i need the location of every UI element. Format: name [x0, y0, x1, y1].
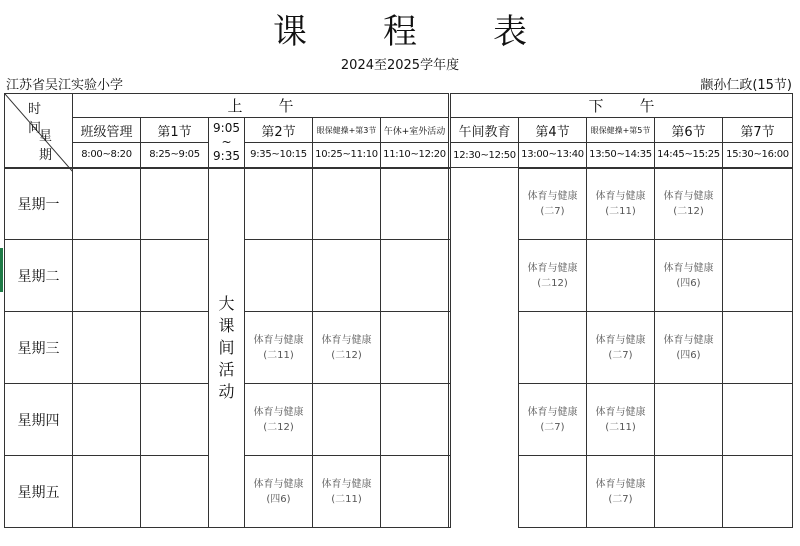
- schedule-cell[interactable]: [313, 240, 381, 312]
- am-pm-divider: [451, 240, 519, 312]
- schedule-cell[interactable]: [587, 312, 655, 384]
- schedule-cell[interactable]: [655, 168, 723, 240]
- schedule-cell[interactable]: [655, 456, 723, 528]
- class-code: (二11): [263, 349, 294, 361]
- period-name: 眼保健操+第5节: [587, 118, 655, 143]
- schedule-cell[interactable]: [723, 384, 793, 456]
- schedule-cell[interactable]: [655, 312, 723, 384]
- period-time: 12:30~12:50: [451, 143, 519, 168]
- schedule-cell[interactable]: [519, 456, 587, 528]
- big-break-char: 动: [218, 381, 235, 401]
- course-name: 体育与健康: [663, 334, 714, 346]
- class-code: (二7): [608, 493, 633, 505]
- course-name: 体育与健康: [253, 334, 304, 346]
- schedule-cell[interactable]: [245, 312, 313, 384]
- course-name: 体育与健康: [595, 406, 646, 418]
- am-pm-divider: [451, 384, 519, 456]
- period-time: 14:45~15:25: [655, 143, 723, 168]
- schedule-cell[interactable]: [313, 312, 381, 384]
- schedule-cell[interactable]: [723, 312, 793, 384]
- course-name: 体育与健康: [595, 478, 646, 490]
- class-code: (二11): [605, 205, 636, 217]
- period-name: 午间教育: [451, 118, 519, 143]
- schedule-cell[interactable]: [245, 240, 313, 312]
- am-char: 午: [278, 97, 294, 115]
- class-code: (二7): [540, 205, 565, 217]
- schedule-cell[interactable]: [655, 384, 723, 456]
- schedule-cell[interactable]: [587, 384, 655, 456]
- class-code: (四6): [676, 277, 701, 289]
- period-time: 9:35~10:15: [245, 143, 313, 168]
- day-label: 星期二: [5, 240, 73, 312]
- corner-header: [5, 94, 73, 168]
- period-name: 午休+室外活动: [381, 118, 449, 143]
- course-name: 体育与健康: [527, 406, 578, 418]
- class-code: (二7): [608, 349, 633, 361]
- schedule-cell[interactable]: [519, 384, 587, 456]
- class-code: (二7): [540, 421, 565, 433]
- class-code: (二12): [263, 421, 294, 433]
- day-label: 星期四: [5, 384, 73, 456]
- schedule-cell[interactable]: [381, 240, 449, 312]
- schedule-cell[interactable]: [519, 168, 587, 240]
- schedule-cell[interactable]: [587, 240, 655, 312]
- period-time: 13:50~14:35: [587, 143, 655, 168]
- big-break-char: 课: [218, 315, 235, 335]
- schedule-cell[interactable]: [381, 312, 449, 384]
- am-pm-divider: [451, 312, 519, 384]
- day-label: 星期三: [5, 312, 73, 384]
- schedule-cell[interactable]: [73, 240, 141, 312]
- school-name: 江苏省吴江实验小学: [6, 78, 124, 93]
- class-code: (四6): [266, 493, 291, 505]
- schedule-cell[interactable]: [73, 312, 141, 384]
- schedule-cell[interactable]: [313, 168, 381, 240]
- schedule-cell[interactable]: [141, 312, 209, 384]
- class-code: (四6): [676, 349, 701, 361]
- corner-day-label: 星期: [38, 128, 52, 163]
- corner-time-label: 时间: [27, 102, 41, 136]
- class-code: (二12): [673, 205, 704, 217]
- schedule-cell[interactable]: [141, 168, 209, 240]
- period-name: 第7节: [723, 118, 793, 143]
- schedule-cell[interactable]: [313, 384, 381, 456]
- course-name: 体育与健康: [663, 190, 714, 202]
- teacher-name: 颛孙仁政(15节): [700, 78, 792, 93]
- course-name: 体育与健康: [527, 190, 578, 202]
- class-code: (二11): [331, 493, 362, 505]
- course-name: 体育与健康: [321, 478, 372, 490]
- schedule-cell[interactable]: [141, 240, 209, 312]
- period-name: 第4节: [519, 118, 587, 143]
- period-time: 10:25~11:10: [313, 143, 381, 168]
- big-break-char: 活: [218, 359, 235, 379]
- period-name: 眼保健操+第3节: [313, 118, 381, 143]
- schedule-cell[interactable]: [723, 456, 793, 528]
- schedule-cell[interactable]: [587, 168, 655, 240]
- day-label: 星期一: [5, 168, 73, 240]
- page-title: [0, 4, 800, 53]
- course-name: 体育与健康: [595, 334, 646, 346]
- big-break-char: 间: [218, 337, 235, 357]
- schedule-cell[interactable]: [519, 312, 587, 384]
- period-name: 第1节: [141, 118, 209, 143]
- class-code: (二12): [537, 277, 568, 289]
- row-selection-marker: [0, 248, 3, 292]
- day-row: [5, 168, 793, 240]
- schedule-cell[interactable]: [381, 384, 449, 456]
- course-name: 体育与健康: [663, 262, 714, 274]
- break-time-end: 9:35: [213, 149, 240, 164]
- schedule-cell[interactable]: [245, 168, 313, 240]
- timetable: [4, 93, 793, 528]
- pm-char: 午: [639, 97, 655, 115]
- am-char: 上: [227, 97, 243, 115]
- period-name: 第6节: [655, 118, 723, 143]
- am-pm-divider: [451, 456, 519, 528]
- schedule-cell[interactable]: [723, 168, 793, 240]
- schedule-cell[interactable]: [655, 240, 723, 312]
- course-name: 体育与健康: [321, 334, 372, 346]
- period-time: 15:30~16:00: [723, 143, 793, 168]
- schedule-cell[interactable]: [73, 384, 141, 456]
- schedule-cell[interactable]: [141, 384, 209, 456]
- schedule-cell[interactable]: [723, 240, 793, 312]
- schedule-cell[interactable]: [245, 456, 313, 528]
- period-name: 第2节: [245, 118, 313, 143]
- period-time: 8:00~8:20: [73, 143, 141, 168]
- course-name: 体育与健康: [253, 478, 304, 490]
- big-break-char: 大: [218, 293, 235, 313]
- schedule-cell[interactable]: [381, 168, 449, 240]
- pm-char: 下: [588, 97, 604, 115]
- schedule-cell[interactable]: [73, 168, 141, 240]
- period-name: 班级管理: [73, 118, 141, 143]
- day-label: 星期五: [5, 456, 73, 528]
- title-char: 表: [493, 12, 527, 52]
- day-row: [5, 312, 793, 384]
- course-name: 体育与健康: [595, 190, 646, 202]
- title-char: 课: [273, 12, 307, 52]
- academic-year: 2024至2025学年度: [340, 58, 460, 73]
- schedule-cell[interactable]: [519, 240, 587, 312]
- period-time: 11:10~12:20: [381, 143, 449, 168]
- afternoon-header: [451, 94, 793, 118]
- class-code: (二12): [331, 349, 362, 361]
- course-name: 体育与健康: [253, 406, 304, 418]
- schedule-cell[interactable]: [245, 384, 313, 456]
- class-code: (二11): [605, 421, 636, 433]
- schedule-cell[interactable]: [587, 456, 655, 528]
- break-time-tilde: ~: [221, 135, 232, 150]
- am-pm-divider: [451, 168, 519, 240]
- schedule-cell[interactable]: [381, 456, 449, 528]
- day-row: [5, 384, 793, 456]
- big-break-cell: [209, 168, 245, 528]
- schedule-cell[interactable]: [141, 456, 209, 528]
- day-row: [5, 240, 793, 312]
- break-time: [209, 118, 245, 168]
- period-time: 13:00~13:40: [519, 143, 587, 168]
- schedule-cell[interactable]: [313, 456, 381, 528]
- break-time-start: 9:05: [213, 121, 240, 136]
- period-time: 8:25~9:05: [141, 143, 209, 168]
- morning-header: [73, 94, 449, 118]
- day-row: [5, 456, 793, 528]
- course-name: 体育与健康: [527, 262, 578, 274]
- title-char: 程: [383, 12, 417, 52]
- schedule-cell[interactable]: [73, 456, 141, 528]
